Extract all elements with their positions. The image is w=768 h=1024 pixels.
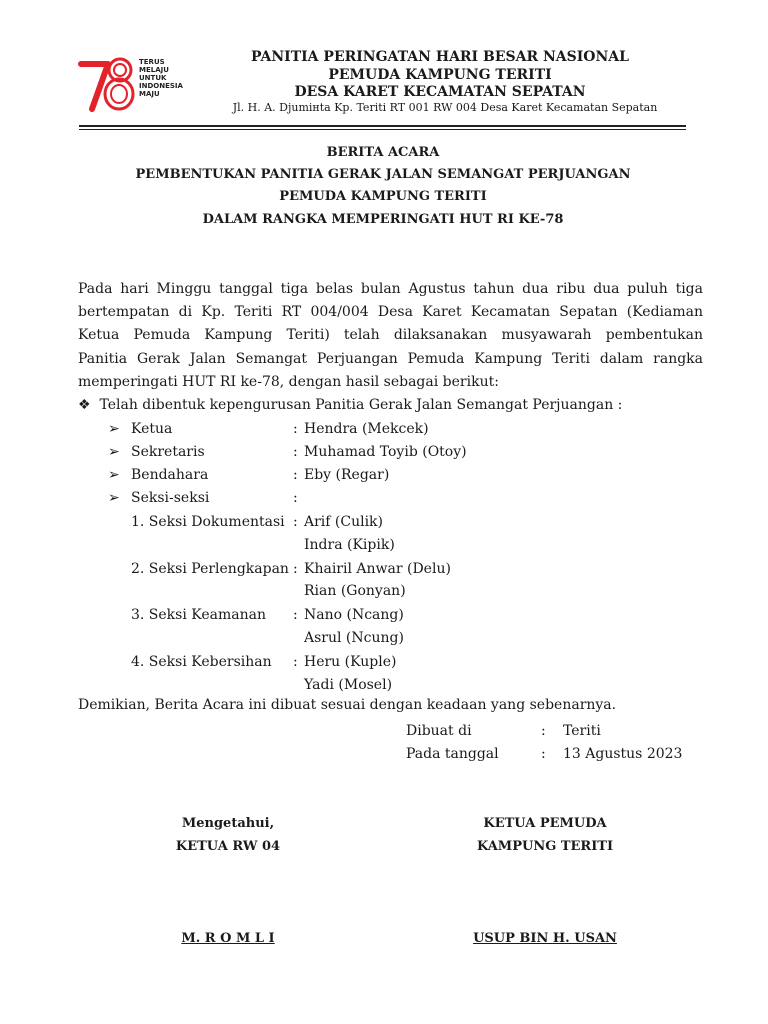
closing-statement: Demikian, Berita Acara ini dibuat sesuai dengan keadaan yang sebenarnya.	[78, 697, 617, 713]
section-member: Khairil Anwar (Delu)	[304, 561, 451, 577]
made-at-label: Dibuat di	[406, 723, 472, 739]
section-colon: :	[293, 561, 298, 577]
section-label: 3. Seksi Keamanan	[131, 607, 266, 623]
signature-right-title: KAMPUNG TERITI	[476, 839, 614, 854]
role-label: Seksi-seksi	[131, 490, 210, 506]
signature-left-heading: Mengetahui,	[181, 816, 275, 831]
role-value: Eby (Regar)	[304, 467, 390, 483]
paragraph-line: memperingati HUT RI ke-78, dengan hasil sebagai berikut:	[78, 373, 499, 390]
signature-left-title: KETUA RW 04	[175, 839, 281, 854]
org-address: Jl. H. A. Djumінta Kp. Teriti RT 001 RW 004 Desa Karet Kecamatan Sepatan	[232, 101, 658, 114]
section-colon: :	[293, 654, 298, 670]
section-member: Arif (Culik)	[304, 514, 384, 530]
committee-intro: Telah dibentuk kepengurusan Panitia Gerak Jalan Semangat Perjuangan :	[99, 397, 623, 413]
signature-right-heading: KETUA PEMUDA	[483, 816, 607, 831]
org-location: DESA KARET KECAMATAN SEPATAN	[294, 84, 586, 100]
doc-subtitle-1: PEMBENTUKAN PANITIA GERAK JALAN SEMANGAT PERJUANGAN	[135, 167, 631, 182]
made-date-value: 13 Agustus 2023	[563, 746, 683, 762]
made-date-label: Pada tanggal	[406, 746, 499, 762]
arrow-bullet-icon: ➢	[108, 490, 120, 506]
made-at-colon: :	[541, 723, 546, 739]
arrow-bullet-icon: ➢	[108, 467, 120, 483]
section-member: Indra (Kipik)	[304, 537, 395, 553]
org-subname: PEMUDA KAMPUNG TERITI	[328, 67, 552, 83]
committee-bullet	[78, 397, 622, 413]
role-colon: :	[293, 490, 298, 506]
hut-ri-78-logo	[78, 52, 183, 112]
arrow-bullet-icon: ➢	[108, 444, 120, 460]
section-member: Heru (Kuple)	[304, 654, 397, 670]
paragraph-line: Panitia Gerak Jalan Semangat Perjuangan Pemuda Kampung Teriti dalam rangka	[78, 350, 703, 367]
logo-tagline: TERUS MELAJU UNTUK INDONESIA MAJU	[139, 58, 183, 98]
header-divider-thin	[79, 129, 686, 130]
made-at-value: Teriti	[563, 723, 601, 739]
arrow-bullet-icon: ➢	[108, 421, 120, 437]
paragraph-line: Pada hari Minggu tanggal tiga belas bulan Agustus tahun dua ribu dua puluh tiga	[78, 281, 703, 297]
role-colon: :	[293, 467, 298, 483]
doc-title: BERITA ACARA	[326, 145, 440, 160]
doc-subtitle-3: DALAM RANGKA MEMPERINGATI HUT RI KE-78	[202, 212, 564, 227]
section-colon: :	[293, 607, 298, 623]
doc-subtitle-2: PEMUDA KAMPUNG TERITI	[279, 189, 487, 204]
section-label: 4. Seksi Kebersihan	[131, 654, 272, 670]
diamond-bullet-icon: ❖	[78, 397, 91, 413]
signature-right-name: USUP BIN H. USAN	[473, 931, 617, 946]
role-label: Sekretaris	[131, 444, 205, 460]
made-date-colon: :	[541, 746, 546, 762]
role-value: Hendra (Mekcek)	[304, 421, 429, 437]
section-colon: :	[293, 514, 298, 530]
section-member: Nano (Ncang)	[304, 607, 404, 623]
section-member: Yadi (Mosel)	[304, 677, 393, 693]
section-label: 2. Seksi Perlengkapan	[131, 561, 289, 577]
header-divider-thick	[79, 125, 686, 127]
role-value: Muhamad Toyib (Otoy)	[304, 444, 467, 460]
org-name: PANITIA PERINGATAN HARI BESAR NASIONAL	[251, 49, 629, 65]
role-colon: :	[293, 421, 298, 437]
role-label: Bendahara	[131, 467, 209, 483]
logo-78-mark	[78, 52, 140, 112]
signature-left-name: M. R O M L I	[181, 931, 275, 946]
section-member: Rian (Gonyan)	[304, 583, 406, 599]
paragraph-line: bertempatan di Kp. Teriti RT 004/004 Desa Karet Kecamatan Sepatan (Kediaman	[78, 304, 703, 321]
paragraph-line: Ketua Pemuda Kampung Teriti) telah dilaksanakan musyawarah pembentukan	[78, 327, 703, 344]
role-label: Ketua	[131, 421, 173, 437]
intro-paragraph	[78, 278, 703, 394]
role-colon: :	[293, 444, 298, 460]
section-label: 1. Seksi Dokumentasi	[131, 514, 285, 530]
section-member: Asrul (Ncung)	[304, 630, 404, 646]
